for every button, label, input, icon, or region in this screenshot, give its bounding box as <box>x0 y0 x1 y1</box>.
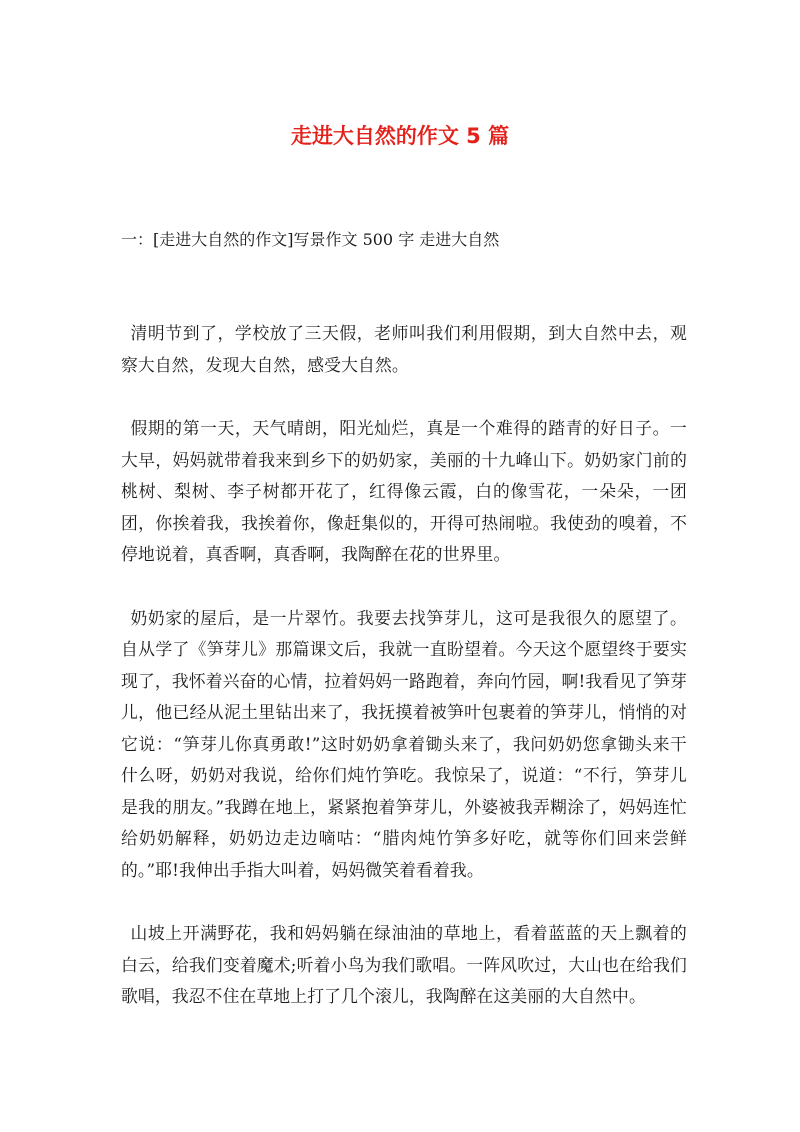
paragraph-1-text: 清明节到了，学校放了三天假，老师叫我们利用假期，到大自然中去，观察大自然，发现大自然，感受大自然。 <box>121 323 687 375</box>
paragraph-4-text: 山坡上开满野花，我和妈妈躺在绿油油的草地上，看着蓝蓝的天上飘着的白云，给我们变着魔术;听着小鸟为我们歌唱。一阵风吹过，大山也在给我们歌唱，我忍不住在草地上打了几个滚儿，我陶醉在这美丽的大自然中。 <box>121 923 687 1006</box>
paragraph-3 <box>121 603 687 887</box>
document-title: 走进大自然的作文 5 篇 <box>290 124 510 148</box>
section-heading: 一：[走进大自然的作文]写景作文 500 字 走进大自然 <box>121 230 500 249</box>
paragraph-2 <box>121 413 687 571</box>
document-body <box>121 318 687 1045</box>
paragraph-1 <box>121 318 687 381</box>
paragraph-2-text: 假期的第一天，天气晴朗，阳光灿烂，真是一个难得的踏青的好日子。一大早，妈妈就带着我来到乡下的奶奶家，美丽的十九峰山下。奶奶家门前的桃树、梨树、李子树都开花了，红得像云霞，白的像雪花，一朵朵，一团团，你挨着我，我挨着你，像赶集似的，开得可热闹啦。我使劲的嗅着，不停地说着，真香啊，真香啊，我陶醉在花的世界里。 <box>121 418 687 564</box>
paragraph-4 <box>121 918 687 1013</box>
paragraph-3-text: 奶奶家的屋后，是一片翠竹。我要去找笋芽儿，这可是我很久的愿望了。自从学了《笋芽儿》那篇课文后，我就一直盼望着。今天这个愿望终于要实现了，我怀着兴奋的心情，拉着妈妈一路跑着，奔向竹园，啊!我看见了笋芽儿，他已经从泥土里钻出来了，我抚摸着被笋叶包裹着的笋芽儿，悄悄的对它说：“笋芽儿你真勇敢!”这时奶奶拿着锄头来了，我问奶奶您拿锄头来干什么呀，奶奶对我说，给你们炖竹笋吃。我惊呆了，说道：“不行，笋芽儿是我的朋友。”我蹲在地上，紧紧抱着笋芽儿，外婆被我弄糊涂了，妈妈连忙给奶奶解释，奶奶边走边嘀咕：“腊肉炖竹笋多好吃，就等你们回来尝鲜的。”耶!我伸出手指大叫着，妈妈微笑着看着我。 <box>121 607 687 880</box>
